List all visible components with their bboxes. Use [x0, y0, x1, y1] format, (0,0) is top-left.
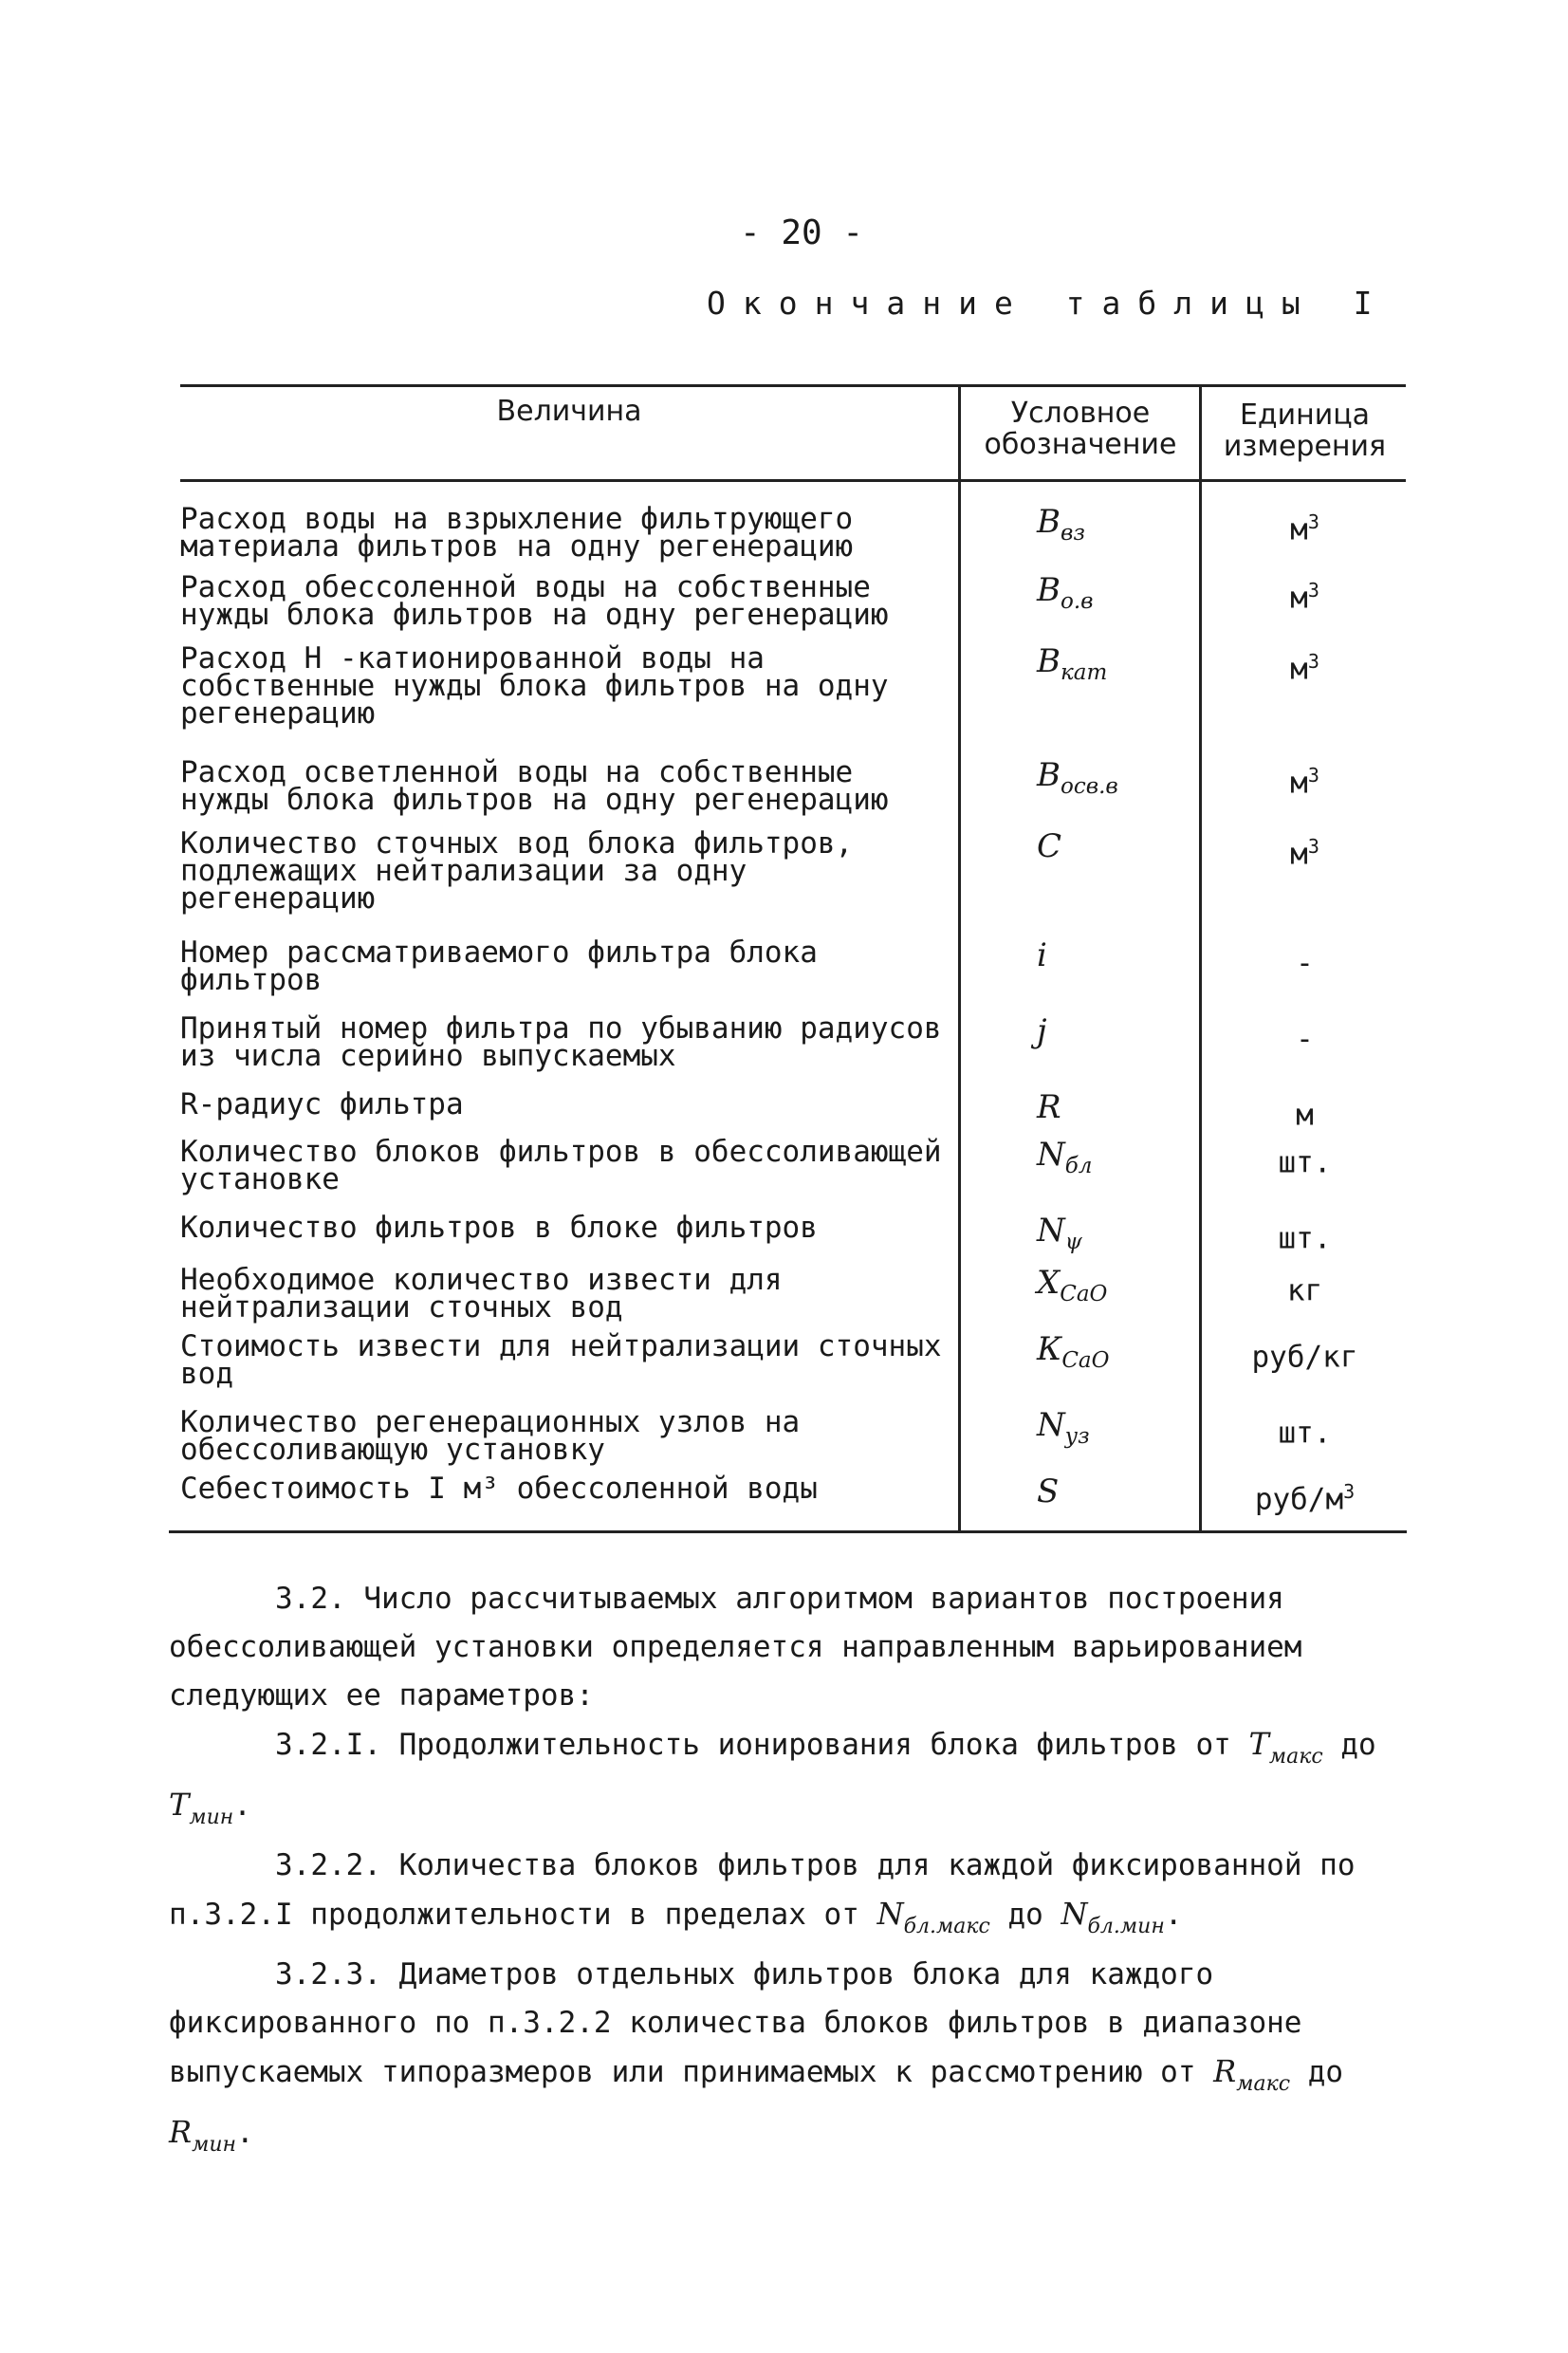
row-unit: руб/$м^3$ [1254, 1480, 1356, 1517]
row-quantity: Номер рассматриваемого фильтра блока фильтров [180, 936, 818, 997]
row-symbol: $В_{кат}$ [1037, 642, 1108, 685]
page-number: - 20 - [740, 213, 864, 252]
row-symbol: $N_\psi$ [1037, 1212, 1082, 1254]
column-divider-2 [1199, 384, 1202, 1532]
row-quantity: R-радиус фильтра [180, 1087, 464, 1121]
row-symbol: C [1037, 827, 1062, 865]
row-symbol: $В_{осв.в}$ [1037, 756, 1118, 799]
row-quantity: Расход воды на взрыхление фильтрующего материала фильтров на одну регенерацию [180, 502, 854, 564]
column-header-symbol: Условное обозначение [984, 397, 1177, 461]
parameters-table [169, 384, 1407, 1537]
paragraph-3-2-2-text: 3.2.2. Количества блоков фильтров для каждой фиксированной по п.3.2.I продолжительности в пределах от [169, 1848, 1356, 1932]
row-unit: шт. [1278, 1416, 1332, 1451]
word-do: до [1340, 1728, 1376, 1762]
row-quantity: Расход Н -катионированной воды на собственные нужды блока фильтров на одну регенерацию [180, 641, 889, 731]
table-header-rule [180, 479, 1406, 482]
column-header-unit: Единица измерения [1223, 398, 1387, 463]
row-unit: $м^3$ [1290, 579, 1319, 616]
row-quantity: Количество регенерационных узлов на обессоливающую установку [180, 1405, 801, 1467]
row-quantity: Необходимое количество извести для нейтрализации сточных вод [180, 1263, 783, 1325]
row-unit: шт. [1278, 1221, 1332, 1256]
row-unit: $м^3$ [1290, 650, 1319, 687]
row-unit: м [1296, 1098, 1314, 1133]
table-bottom-rule [169, 1530, 1407, 1533]
row-symbol: $X_{CaO}$ [1037, 1264, 1108, 1306]
row-quantity: Расход осветленной воды на собственные нужды блока фильтров на одну регенерацию [180, 755, 889, 817]
r-min-symbol: $R_{мин}$ [169, 2114, 236, 2157]
row-quantity: Стоимость извести для нейтрализации сточных вод [180, 1329, 942, 1391]
r-max-symbol: $R_{макс}$ [1213, 2053, 1291, 2096]
row-quantity: Расход обессоленной воды на собственные нужды блока фильтров на одну регенерацию [180, 570, 889, 632]
row-symbol: R [1037, 1088, 1061, 1126]
row-symbol: i [1037, 936, 1047, 974]
n-bl-min-symbol: $N_{бл.мин}$ [1061, 1896, 1165, 1938]
word-do: до [1007, 1898, 1043, 1932]
word-do: до [1307, 2055, 1344, 2089]
row-unit: $м^3$ [1290, 835, 1319, 872]
row-symbol: j [1037, 1012, 1047, 1050]
t-max-symbol: $T_{макс}$ [1248, 1726, 1323, 1769]
paragraph-3-2: 3.2. Число рассчитываемых алгоритмом вариантов построения обессоливающей установки определяется направленным варьированием следующих ее параметров: [169, 1582, 1302, 1713]
row-quantity: Количество фильтров в блоке фильтров [180, 1211, 818, 1245]
row-unit: - [1296, 1022, 1314, 1057]
paragraph-3-2-2: 3.2.2. Количества блоков фильтров для каждой фиксированной по п.3.2.I продолжительности в пределах от $N_{бл.макс}$ до $N_{бл.мин}$. [169, 1848, 1356, 1938]
row-unit: кг [1286, 1273, 1323, 1308]
paragraph-3-2-3-text: 3.2.3. Диаметров отдельных фильтров блока для каждого фиксированного по п.3.2.2 количества блоков фильтров в диапазоне выпускаемых типоразмеров или принимаемых к рассмотрению от [169, 1957, 1302, 2089]
row-symbol: $К_{СаО}$ [1037, 1330, 1110, 1373]
t-min-symbol: $T_{мин}$ [169, 1787, 234, 1829]
body-text [169, 1575, 1421, 2169]
row-unit: $м^3$ [1290, 764, 1319, 801]
row-quantity: Количество сточных вод блока фильтров, подлежащих нейтрализации за одну регенерацию [180, 826, 854, 916]
column-header-quantity: Величина [496, 395, 642, 428]
row-quantity: Себестоимость I м³ обессоленной воды [180, 1472, 818, 1506]
row-symbol: $В_{вз}$ [1037, 503, 1085, 546]
row-unit: руб/кг [1251, 1340, 1358, 1375]
row-quantity: Принятый номер фильтра по убыванию радиусов из числа серийно выпускаемых [180, 1011, 942, 1073]
row-unit: - [1296, 946, 1314, 981]
column-divider-1 [958, 384, 961, 1532]
row-symbol: $N_{бл}$ [1037, 1136, 1093, 1178]
row-quantity: Количество блоков фильтров в обессоливающей установке [180, 1135, 942, 1196]
row-unit: шт. [1278, 1145, 1332, 1180]
row-symbol: $N_{уз}$ [1037, 1406, 1090, 1449]
row-symbol: S [1037, 1473, 1060, 1510]
paragraph-3-2-1: 3.2.I. Продолжительность ионирования блока фильтров от $T_{макс}$ до $T_{мин}$. [169, 1726, 1376, 1829]
row-symbol: $В_{о.в}$ [1037, 571, 1094, 614]
n-bl-max-symbol: $N_{бл.макс}$ [876, 1896, 990, 1938]
table-top-rule [180, 384, 1406, 387]
row-unit: $м^3$ [1290, 510, 1319, 547]
paragraph-3-2-1-text: 3.2.I. Продолжительность ионирования блока фильтров от [275, 1728, 1231, 1762]
paragraph-3-2-3: 3.2.3. Диаметров отдельных фильтров блока для каждого фиксированного по п.3.2.2 количества блоков фильтров в диапазоне выпускаемых типоразмеров или принимаемых к рассмотрению от $R_{макс}$ до $R_{мин}$. [169, 1957, 1344, 2157]
table-caption: Окончание таблицы I [707, 285, 1390, 322]
